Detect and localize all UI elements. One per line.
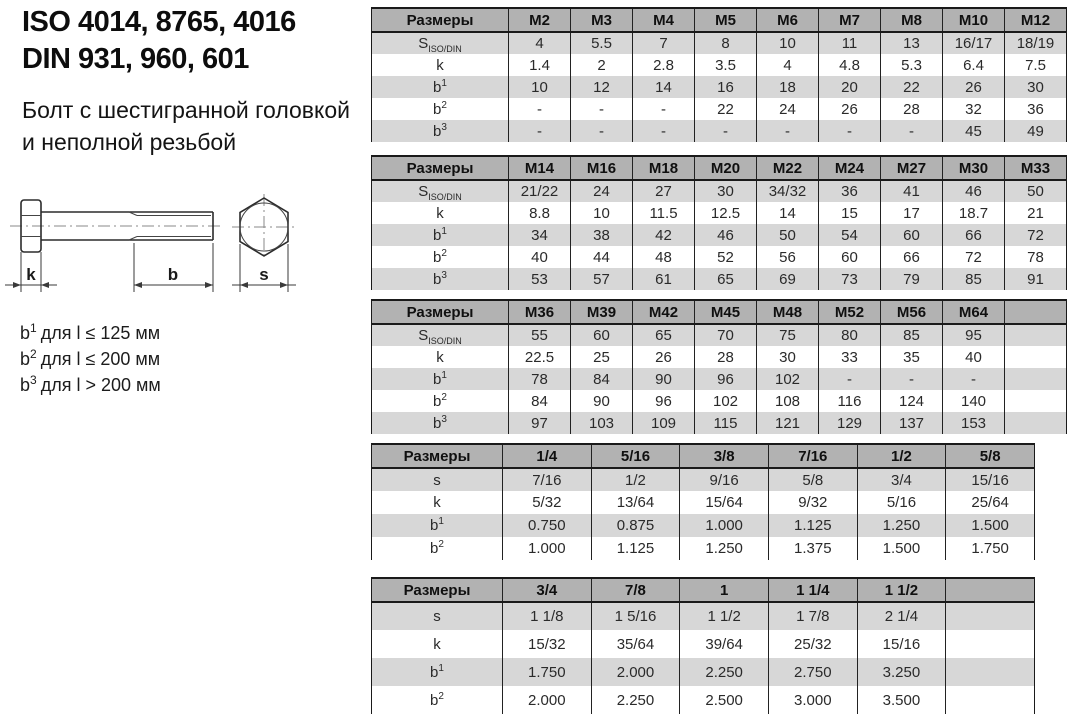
table-cell: 8.8 bbox=[509, 202, 571, 224]
row-header-title: Размеры bbox=[372, 578, 503, 602]
din-standards-line: DIN 931, 960, 601 bbox=[22, 43, 249, 75]
table-cell bbox=[1005, 412, 1067, 434]
table-cell: 61 bbox=[633, 268, 695, 290]
row-label: $b^2$ bbox=[433, 247, 447, 266]
column-header: 3/4 bbox=[503, 578, 592, 602]
table-cell: 20 bbox=[819, 76, 881, 98]
table-cell: 6.4 bbox=[943, 54, 1005, 76]
table-cell: - bbox=[943, 368, 1005, 390]
table-cell: 5/8 bbox=[768, 468, 857, 491]
table-cell: 1 5/16 bbox=[591, 602, 680, 630]
table-cell: 26 bbox=[633, 346, 695, 368]
table-cell: 65 bbox=[633, 324, 695, 346]
footnote-superscript: 3 bbox=[30, 373, 37, 387]
table-cell: 72 bbox=[943, 246, 1005, 268]
table-cell: - bbox=[695, 120, 757, 142]
table-cell: 18 bbox=[757, 76, 819, 98]
table-cell: 2.000 bbox=[503, 686, 592, 714]
table-cell: 54 bbox=[819, 224, 881, 246]
row-label: $b^3$ bbox=[433, 413, 447, 432]
table-cell: 85 bbox=[943, 268, 1005, 290]
k-dimension-label: k bbox=[26, 265, 36, 284]
row-label: k bbox=[436, 56, 444, 74]
table-cell: 2 1/4 bbox=[857, 602, 946, 630]
table-cell: 102 bbox=[695, 390, 757, 412]
column-header: M8 bbox=[881, 8, 943, 32]
table-cell bbox=[946, 658, 1035, 686]
table-cell: 35 bbox=[881, 346, 943, 368]
iso-standards-line: ISO 4014, 8765, 4016 bbox=[22, 6, 296, 38]
s-dimension-label: s bbox=[259, 265, 269, 284]
table-cell: 116 bbox=[819, 390, 881, 412]
table-cell: 25/32 bbox=[768, 630, 857, 658]
column-header: 1/4 bbox=[503, 444, 592, 468]
column-header: M48 bbox=[757, 300, 819, 324]
table-cell: 95 bbox=[943, 324, 1005, 346]
table-cell: 15/32 bbox=[503, 630, 592, 658]
table-cell: 1.500 bbox=[946, 514, 1035, 537]
row-label: $b^1$ bbox=[433, 369, 447, 388]
table-cell: 28 bbox=[881, 98, 943, 120]
table-cell: 80 bbox=[819, 324, 881, 346]
table-cell: 2 bbox=[571, 54, 633, 76]
table-cell: 5/32 bbox=[503, 491, 592, 514]
row-label: s bbox=[433, 608, 441, 625]
description-line-2: и неполной резьбой bbox=[22, 129, 237, 155]
table-cell: 1.000 bbox=[503, 537, 592, 560]
table-cell: 15/64 bbox=[680, 491, 769, 514]
column-header: M22 bbox=[757, 156, 819, 180]
column-header: 1 1/4 bbox=[768, 578, 857, 602]
footnotes bbox=[20, 320, 161, 398]
dimensions-table-inch-small bbox=[371, 443, 1035, 560]
dimensions-table-m2-m12 bbox=[371, 7, 1067, 142]
table-cell: 124 bbox=[881, 390, 943, 412]
dimensions-table-inch-large bbox=[371, 577, 1035, 714]
table-cell: 44 bbox=[571, 246, 633, 268]
table-cell: 39/64 bbox=[680, 630, 769, 658]
table-cell: 56 bbox=[757, 246, 819, 268]
table-cell: 1.125 bbox=[768, 514, 857, 537]
table-cell: 97 bbox=[509, 412, 571, 434]
row-label: $b^3$ bbox=[433, 269, 447, 288]
table-cell: 96 bbox=[633, 390, 695, 412]
standard-title bbox=[22, 4, 296, 78]
column-header: 1 bbox=[680, 578, 769, 602]
table-cell: 1.500 bbox=[857, 537, 946, 560]
row-header-title: Размеры bbox=[372, 444, 503, 468]
column-header bbox=[1005, 300, 1067, 324]
table-cell: - bbox=[509, 98, 571, 120]
table-cell: 10 bbox=[757, 32, 819, 54]
table-cell: 2.250 bbox=[680, 658, 769, 686]
table-cell: 60 bbox=[819, 246, 881, 268]
table-cell: 1.375 bbox=[768, 537, 857, 560]
table-cell: 2.8 bbox=[633, 54, 695, 76]
row-label: $b^1$ bbox=[430, 662, 444, 681]
row-header-title: Размеры bbox=[372, 156, 509, 180]
table-cell: 15 bbox=[819, 202, 881, 224]
table-cell: 33 bbox=[819, 346, 881, 368]
dimensions-table-m14-m33 bbox=[371, 155, 1067, 290]
table-cell: 11.5 bbox=[633, 202, 695, 224]
table-cell: 40 bbox=[509, 246, 571, 268]
column-header: 5/8 bbox=[946, 444, 1035, 468]
table-cell: 0.875 bbox=[591, 514, 680, 537]
table-cell: 78 bbox=[509, 368, 571, 390]
table-cell: 50 bbox=[757, 224, 819, 246]
footnote-text: для l > 200 мм bbox=[40, 375, 161, 395]
footnote-superscript: 1 bbox=[30, 321, 37, 335]
footnote-symbol: b bbox=[20, 375, 31, 395]
table-cell: 7/16 bbox=[503, 468, 592, 491]
table-cell: 25/64 bbox=[946, 491, 1035, 514]
row-header-title: Размеры bbox=[372, 8, 509, 32]
table-cell: 32 bbox=[943, 98, 1005, 120]
table-cell: 1 7/8 bbox=[768, 602, 857, 630]
footnote-text: для l ≤ 200 мм bbox=[40, 349, 161, 369]
column-header: M64 bbox=[943, 300, 1005, 324]
table-cell: 90 bbox=[633, 368, 695, 390]
k-arrow-right bbox=[41, 282, 49, 288]
table-cell: - bbox=[633, 98, 695, 120]
table-cell: 50 bbox=[1005, 180, 1067, 202]
table-cell: 1.750 bbox=[946, 537, 1035, 560]
table-cell: 22 bbox=[695, 98, 757, 120]
table-cell: 84 bbox=[571, 368, 633, 390]
column-header: M4 bbox=[633, 8, 695, 32]
table-cell: 38 bbox=[571, 224, 633, 246]
table-cell: 22 bbox=[881, 76, 943, 98]
row-label: $b^3$ bbox=[433, 121, 447, 140]
table-cell: 70 bbox=[695, 324, 757, 346]
table-cell: 9/16 bbox=[680, 468, 769, 491]
table-cell: 121 bbox=[757, 412, 819, 434]
table-cell: 75 bbox=[757, 324, 819, 346]
table-cell: 36 bbox=[819, 180, 881, 202]
table-cell: 27 bbox=[633, 180, 695, 202]
s-arrow-left bbox=[240, 282, 248, 288]
table-cell: 13 bbox=[881, 32, 943, 54]
table-cell: 28 bbox=[695, 346, 757, 368]
column-header: M20 bbox=[695, 156, 757, 180]
column-header: M7 bbox=[819, 8, 881, 32]
table-cell: 21 bbox=[1005, 202, 1067, 224]
table-cell: 4 bbox=[757, 54, 819, 76]
table-cell: 30 bbox=[1005, 76, 1067, 98]
row-label: $b^2$ bbox=[433, 99, 447, 118]
table-cell: 84 bbox=[509, 390, 571, 412]
table-cell: 1.750 bbox=[503, 658, 592, 686]
table-cell: 5/16 bbox=[857, 491, 946, 514]
table-cell: 16 bbox=[695, 76, 757, 98]
column-header: M27 bbox=[881, 156, 943, 180]
row-label: $b^1$ bbox=[433, 225, 447, 244]
column-header: 7/8 bbox=[591, 578, 680, 602]
column-header: M52 bbox=[819, 300, 881, 324]
info-panel bbox=[0, 0, 370, 720]
table-cell: 129 bbox=[819, 412, 881, 434]
table-cell: 5.3 bbox=[881, 54, 943, 76]
table-cell: 4 bbox=[509, 32, 571, 54]
table-cell: 42 bbox=[633, 224, 695, 246]
row-label: $S_{ISO/DIN}$ bbox=[418, 183, 462, 202]
table-cell: 14 bbox=[757, 202, 819, 224]
column-header: M2 bbox=[509, 8, 571, 32]
table-cell: 1.000 bbox=[680, 514, 769, 537]
table-cell: 24 bbox=[571, 180, 633, 202]
table-cell bbox=[1005, 324, 1067, 346]
bolt-technical-drawing bbox=[2, 188, 347, 300]
b-arrow-left bbox=[134, 282, 142, 288]
footnote-b3 bbox=[20, 372, 161, 398]
table-cell bbox=[1005, 390, 1067, 412]
table-cell: - bbox=[881, 368, 943, 390]
row-label: $b^1$ bbox=[430, 516, 444, 534]
table-cell: 109 bbox=[633, 412, 695, 434]
table-cell: 52 bbox=[695, 246, 757, 268]
table-cell: 16/17 bbox=[943, 32, 1005, 54]
table-cell: - bbox=[757, 120, 819, 142]
table-cell: 12 bbox=[571, 76, 633, 98]
footnote-b2 bbox=[20, 346, 161, 372]
table-cell: 24 bbox=[757, 98, 819, 120]
row-label: $S_{ISO/DIN}$ bbox=[418, 35, 462, 54]
table-cell: - bbox=[633, 120, 695, 142]
k-arrow-left bbox=[13, 282, 21, 288]
table-cell: 26 bbox=[943, 76, 1005, 98]
table-cell: 1.125 bbox=[591, 537, 680, 560]
table-cell: 36 bbox=[1005, 98, 1067, 120]
table-cell: 115 bbox=[695, 412, 757, 434]
table-cell: 85 bbox=[881, 324, 943, 346]
column-header: M3 bbox=[571, 8, 633, 32]
table-cell: 2.000 bbox=[591, 658, 680, 686]
column-header: M10 bbox=[943, 8, 1005, 32]
table-cell: 73 bbox=[819, 268, 881, 290]
table-cell bbox=[946, 686, 1035, 714]
column-header: M24 bbox=[819, 156, 881, 180]
column-header: M12 bbox=[1005, 8, 1067, 32]
table-cell: 3.500 bbox=[857, 686, 946, 714]
row-header-title: Размеры bbox=[372, 300, 509, 324]
table-cell: 96 bbox=[695, 368, 757, 390]
table-cell: 34 bbox=[509, 224, 571, 246]
table-cell: 66 bbox=[943, 224, 1005, 246]
table-cell: 57 bbox=[571, 268, 633, 290]
table-cell: 7 bbox=[633, 32, 695, 54]
table-cell: - bbox=[819, 368, 881, 390]
table-cell bbox=[1005, 368, 1067, 390]
table-cell: 12.5 bbox=[695, 202, 757, 224]
table-cell: 13/64 bbox=[591, 491, 680, 514]
footnote-b1 bbox=[20, 320, 161, 346]
table-cell: 15/16 bbox=[857, 630, 946, 658]
footnote-symbol: b bbox=[20, 349, 31, 369]
table-cell: 40 bbox=[943, 346, 1005, 368]
table-cell: 9/32 bbox=[768, 491, 857, 514]
column-header: 7/16 bbox=[768, 444, 857, 468]
column-header: 3/8 bbox=[680, 444, 769, 468]
row-label: s bbox=[433, 471, 441, 489]
column-header: M16 bbox=[571, 156, 633, 180]
description-line-1: Болт с шестигранной головкой bbox=[22, 97, 350, 123]
table-cell: 1.4 bbox=[509, 54, 571, 76]
column-header: M39 bbox=[571, 300, 633, 324]
table-cell: 1 1/8 bbox=[503, 602, 592, 630]
table-cell: 103 bbox=[571, 412, 633, 434]
table-cell: 53 bbox=[509, 268, 571, 290]
table-cell bbox=[946, 602, 1035, 630]
table-cell: 66 bbox=[881, 246, 943, 268]
table-cell: 21/22 bbox=[509, 180, 571, 202]
row-label: $S_{ISO/DIN}$ bbox=[418, 327, 462, 346]
table-cell: 78 bbox=[1005, 246, 1067, 268]
table-cell: 18.7 bbox=[943, 202, 1005, 224]
column-header: M56 bbox=[881, 300, 943, 324]
b-dimension-label: b bbox=[167, 265, 179, 284]
footnote-text: для l ≤ 125 мм bbox=[40, 323, 161, 343]
row-label: k bbox=[436, 204, 444, 222]
column-header: M6 bbox=[757, 8, 819, 32]
table-cell: 60 bbox=[881, 224, 943, 246]
table-cell: 10 bbox=[509, 76, 571, 98]
product-description bbox=[22, 94, 350, 158]
table-cell: 18/19 bbox=[1005, 32, 1067, 54]
column-header: M36 bbox=[509, 300, 571, 324]
table-cell: 45 bbox=[943, 120, 1005, 142]
table-cell: 91 bbox=[1005, 268, 1067, 290]
column-header: 5/16 bbox=[591, 444, 680, 468]
table-cell: 72 bbox=[1005, 224, 1067, 246]
table-cell: 3.5 bbox=[695, 54, 757, 76]
table-cell: 90 bbox=[571, 390, 633, 412]
row-label: $b^2$ bbox=[430, 539, 444, 557]
table-cell: 15/16 bbox=[946, 468, 1035, 491]
dimension-tables-panel bbox=[371, 0, 1067, 720]
row-label: k bbox=[436, 348, 444, 366]
column-header: 1 1/2 bbox=[857, 578, 946, 602]
table-cell: 46 bbox=[943, 180, 1005, 202]
table-cell: 4.8 bbox=[819, 54, 881, 76]
table-cell: 5.5 bbox=[571, 32, 633, 54]
table-cell: 30 bbox=[757, 346, 819, 368]
column-header: M18 bbox=[633, 156, 695, 180]
column-header: M30 bbox=[943, 156, 1005, 180]
table-cell: 17 bbox=[881, 202, 943, 224]
table-cell: 2.500 bbox=[680, 686, 769, 714]
table-cell: 7.5 bbox=[1005, 54, 1067, 76]
table-cell: 35/64 bbox=[591, 630, 680, 658]
s-arrow-right bbox=[280, 282, 288, 288]
column-header: M14 bbox=[509, 156, 571, 180]
column-header: 1/2 bbox=[857, 444, 946, 468]
table-cell: 65 bbox=[695, 268, 757, 290]
table-cell: - bbox=[571, 98, 633, 120]
dimensions-table-m36-m64 bbox=[371, 299, 1067, 434]
footnote-superscript: 2 bbox=[30, 347, 37, 361]
table-cell: 60 bbox=[571, 324, 633, 346]
footnote-symbol: b bbox=[20, 323, 31, 343]
table-cell: - bbox=[571, 120, 633, 142]
row-label: $b^1$ bbox=[433, 77, 447, 96]
table-cell: 26 bbox=[819, 98, 881, 120]
column-header bbox=[946, 578, 1035, 602]
row-label: $b^2$ bbox=[433, 391, 447, 410]
table-cell: 79 bbox=[881, 268, 943, 290]
table-cell: 30 bbox=[695, 180, 757, 202]
table-cell: 25 bbox=[571, 346, 633, 368]
table-cell: 2.750 bbox=[768, 658, 857, 686]
table-cell: 153 bbox=[943, 412, 1005, 434]
table-cell: 3/4 bbox=[857, 468, 946, 491]
table-cell: 1.250 bbox=[680, 537, 769, 560]
table-cell: 48 bbox=[633, 246, 695, 268]
table-cell: 14 bbox=[633, 76, 695, 98]
table-cell: 3.000 bbox=[768, 686, 857, 714]
table-cell: 1 1/2 bbox=[680, 602, 769, 630]
column-header: M33 bbox=[1005, 156, 1067, 180]
table-cell: 3.250 bbox=[857, 658, 946, 686]
table-cell: 102 bbox=[757, 368, 819, 390]
column-header: M42 bbox=[633, 300, 695, 324]
table-cell: 140 bbox=[943, 390, 1005, 412]
table-cell: 0.750 bbox=[503, 514, 592, 537]
table-cell: 69 bbox=[757, 268, 819, 290]
table-cell: 2.250 bbox=[591, 686, 680, 714]
table-cell: 108 bbox=[757, 390, 819, 412]
table-cell bbox=[946, 630, 1035, 658]
column-header: M45 bbox=[695, 300, 757, 324]
table-cell: - bbox=[819, 120, 881, 142]
table-cell: 8 bbox=[695, 32, 757, 54]
table-cell: 34/32 bbox=[757, 180, 819, 202]
table-cell: 41 bbox=[881, 180, 943, 202]
row-label: k bbox=[433, 635, 441, 653]
row-label: $b^2$ bbox=[430, 690, 444, 709]
table-cell: - bbox=[509, 120, 571, 142]
column-header: M5 bbox=[695, 8, 757, 32]
table-cell bbox=[1005, 346, 1067, 368]
table-cell: 55 bbox=[509, 324, 571, 346]
table-cell: 11 bbox=[819, 32, 881, 54]
table-cell: 10 bbox=[571, 202, 633, 224]
table-cell: 46 bbox=[695, 224, 757, 246]
table-cell: 49 bbox=[1005, 120, 1067, 142]
table-cell: - bbox=[881, 120, 943, 142]
table-cell: 22.5 bbox=[509, 346, 571, 368]
table-cell: 1/2 bbox=[591, 468, 680, 491]
row-label: k bbox=[433, 494, 441, 511]
table-cell: 1.250 bbox=[857, 514, 946, 537]
b-arrow-right bbox=[205, 282, 213, 288]
table-cell: 137 bbox=[881, 412, 943, 434]
